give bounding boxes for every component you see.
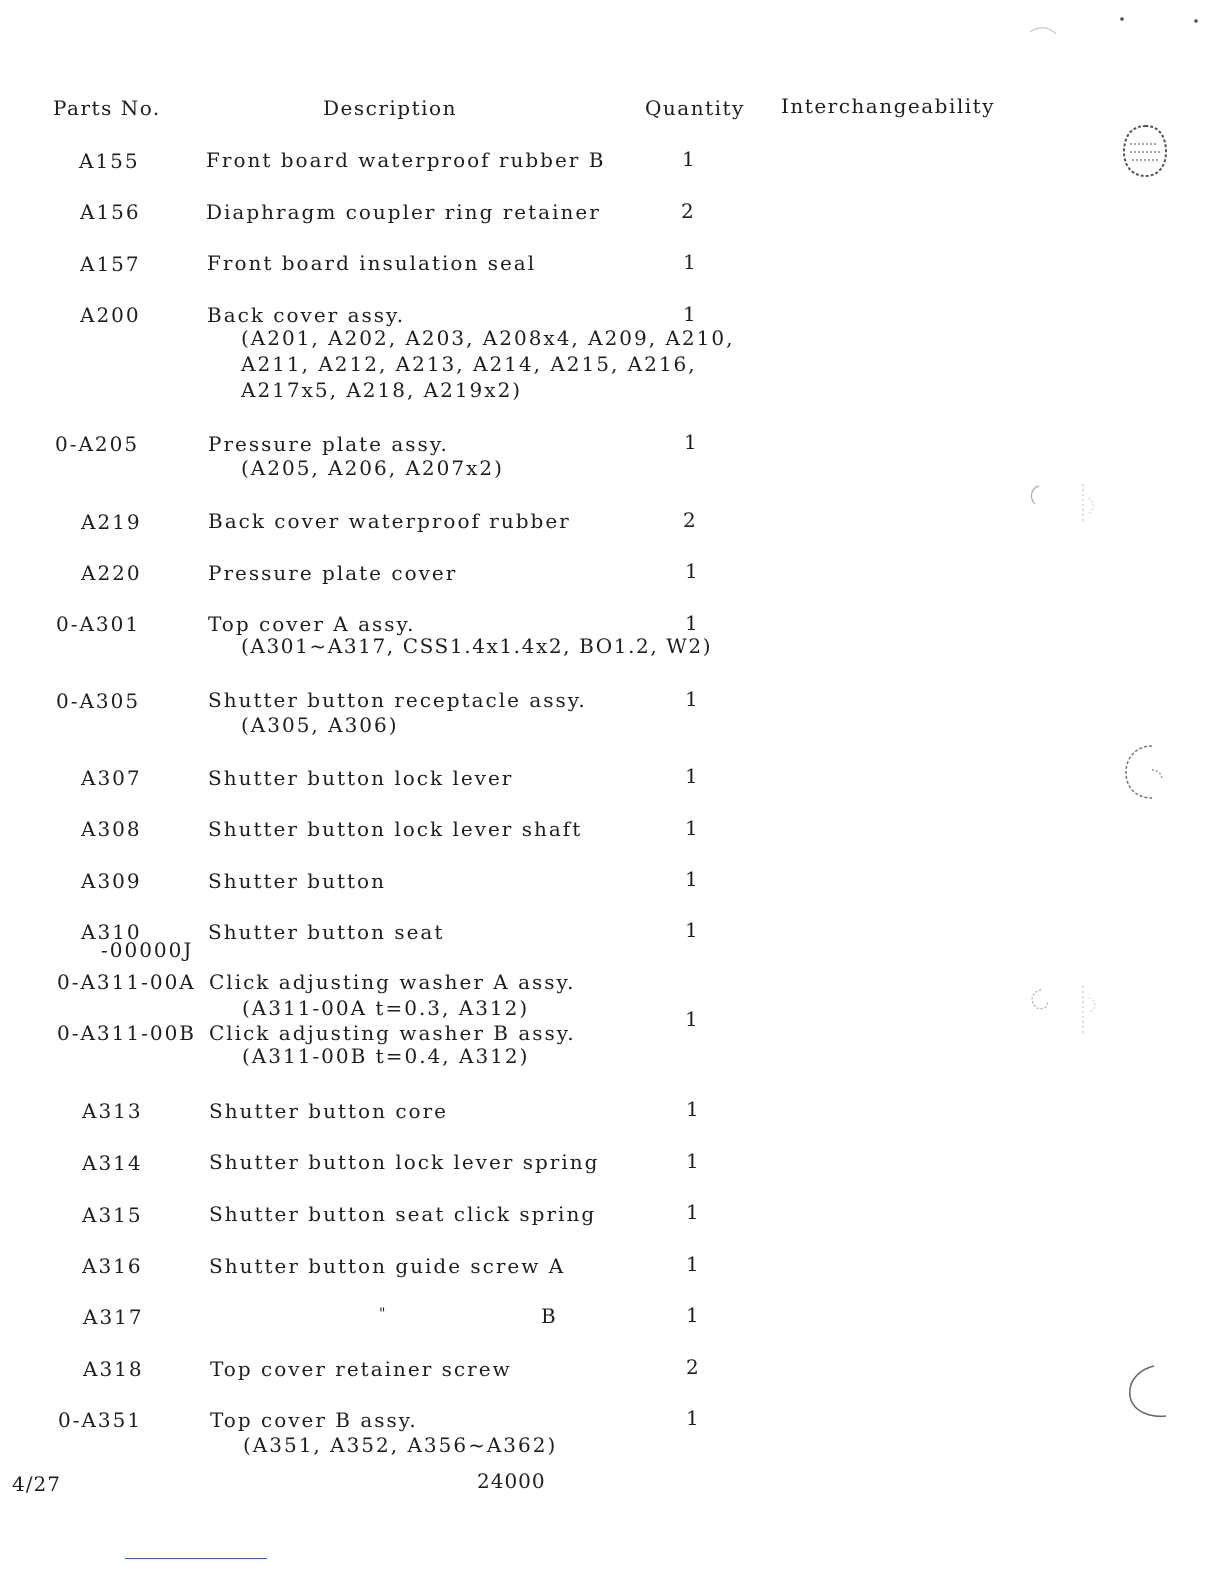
quantity: 1 xyxy=(686,1149,701,1173)
sub-parts-line: (A305, A306) xyxy=(241,713,399,737)
part-number: A314 xyxy=(82,1151,143,1175)
quantity: 1 xyxy=(686,1200,701,1224)
part-number: A200 xyxy=(80,303,141,327)
binder-hole-mark xyxy=(1118,1360,1178,1424)
part-number: A318 xyxy=(83,1357,144,1381)
description: Diaphragm coupler ring retainer xyxy=(206,200,601,224)
part-number: 0-A301 xyxy=(56,612,141,636)
description: Shutter button lock lever shaft xyxy=(208,817,583,841)
quantity: 1 xyxy=(685,611,700,635)
description: Front board insulation seal xyxy=(207,251,537,275)
quantity-washer-group: 1 xyxy=(685,1007,700,1031)
description: Pressure plate assy. xyxy=(208,432,449,456)
quantity: 1 xyxy=(685,559,700,583)
description: Shutter button lock lever xyxy=(208,766,514,790)
quantity: 1 xyxy=(685,687,700,711)
sub-parts-line: (A351, A352, A356~A362) xyxy=(243,1433,558,1457)
description: Click adjusting washer A assy. xyxy=(209,970,576,994)
description: Top cover A assy. xyxy=(208,612,416,636)
scan-speckle xyxy=(1025,478,1125,538)
quantity: 1 xyxy=(682,147,697,171)
sub-parts-line: (A205, A206, A207x2) xyxy=(241,456,504,480)
description: Shutter button guide screw A xyxy=(209,1254,566,1278)
sub-parts-line: A211, A212, A213, A214, A215, A216, xyxy=(241,352,697,376)
quantity: 1 xyxy=(685,764,700,788)
part-number: 0-A305 xyxy=(56,689,141,713)
header-description: Description xyxy=(323,96,457,120)
description: Shutter button lock lever spring xyxy=(209,1150,600,1174)
part-number: A307 xyxy=(81,766,142,790)
part-number: A310 xyxy=(81,920,142,944)
part-number: A155 xyxy=(79,149,140,173)
quantity: 1 xyxy=(684,430,699,454)
description: Shutter button receptacle assy. xyxy=(208,688,587,712)
part-number: A308 xyxy=(81,817,142,841)
scan-speckle xyxy=(1020,10,1220,50)
part-number: A156 xyxy=(80,200,141,224)
document-code: 24000 xyxy=(477,1469,546,1493)
header-interchangeability: Interchangeability xyxy=(781,94,995,118)
quantity: 1 xyxy=(686,1303,701,1327)
description: Pressure plate cover xyxy=(208,561,458,585)
binder-hole-mark xyxy=(1118,740,1170,804)
description: Shutter button xyxy=(208,869,386,893)
quantity: 1 xyxy=(683,302,698,326)
sub-parts-line: A217x5, A218, A219x2) xyxy=(241,378,523,402)
quantity: 1 xyxy=(686,1252,701,1276)
description-suffix: B xyxy=(541,1304,558,1328)
part-number: A309 xyxy=(81,869,142,893)
description: Shutter button seat xyxy=(208,920,445,944)
quantity: 1 xyxy=(685,918,700,942)
part-number: 0-A311-00B xyxy=(57,1021,197,1045)
part-number: A316 xyxy=(82,1254,143,1278)
description: Back cover assy. xyxy=(207,303,406,327)
description: Top cover retainer screw xyxy=(210,1357,512,1381)
quantity: 1 xyxy=(683,250,698,274)
sub-parts-line: (A201, A202, A203, A208x4, A209, A210, xyxy=(241,326,735,350)
part-number: A313 xyxy=(82,1099,143,1123)
part-number: 0-A311-00A xyxy=(57,970,196,994)
ditto-mark: " xyxy=(379,1306,388,1322)
part-number: A315 xyxy=(82,1203,143,1227)
header-quantity: Quantity xyxy=(645,96,745,120)
part-number: A157 xyxy=(80,252,141,276)
page-number: 4/27 xyxy=(12,1472,61,1496)
part-number: A317 xyxy=(83,1305,144,1329)
part-number-suffix: -00000J xyxy=(101,938,194,962)
scan-speckle xyxy=(1025,980,1125,1040)
quantity: 2 xyxy=(683,508,698,532)
description: Shutter button seat click spring xyxy=(209,1202,597,1226)
part-number: A220 xyxy=(81,561,142,585)
description: Top cover B assy. xyxy=(210,1408,418,1432)
sub-parts-line: (A311-00A t=0.3, A312) xyxy=(242,996,530,1020)
part-number: A219 xyxy=(81,510,142,534)
bottom-rule xyxy=(125,1558,267,1559)
quantity: 1 xyxy=(685,867,700,891)
quantity: 1 xyxy=(685,816,700,840)
quantity: 2 xyxy=(681,199,696,223)
description: Click adjusting washer B assy. xyxy=(209,1021,576,1045)
header-parts-no: Parts No. xyxy=(53,96,161,120)
part-number: 0-A205 xyxy=(55,432,140,456)
quantity: 1 xyxy=(686,1097,701,1121)
part-number: 0-A351 xyxy=(58,1408,143,1432)
quantity: 1 xyxy=(686,1406,701,1430)
sub-parts-line: (A311-00B t=0.4, A312) xyxy=(242,1044,530,1068)
sub-parts-line: (A301~A317, CSS1.4x1.4x2, BO1.2, W2) xyxy=(241,634,713,658)
description: Front board waterproof rubber B xyxy=(206,148,606,172)
description: Shutter button core xyxy=(209,1099,448,1123)
quantity: 2 xyxy=(686,1355,701,1379)
binder-hole-mark xyxy=(1118,120,1174,184)
description: Back cover waterproof rubber xyxy=(208,509,571,533)
